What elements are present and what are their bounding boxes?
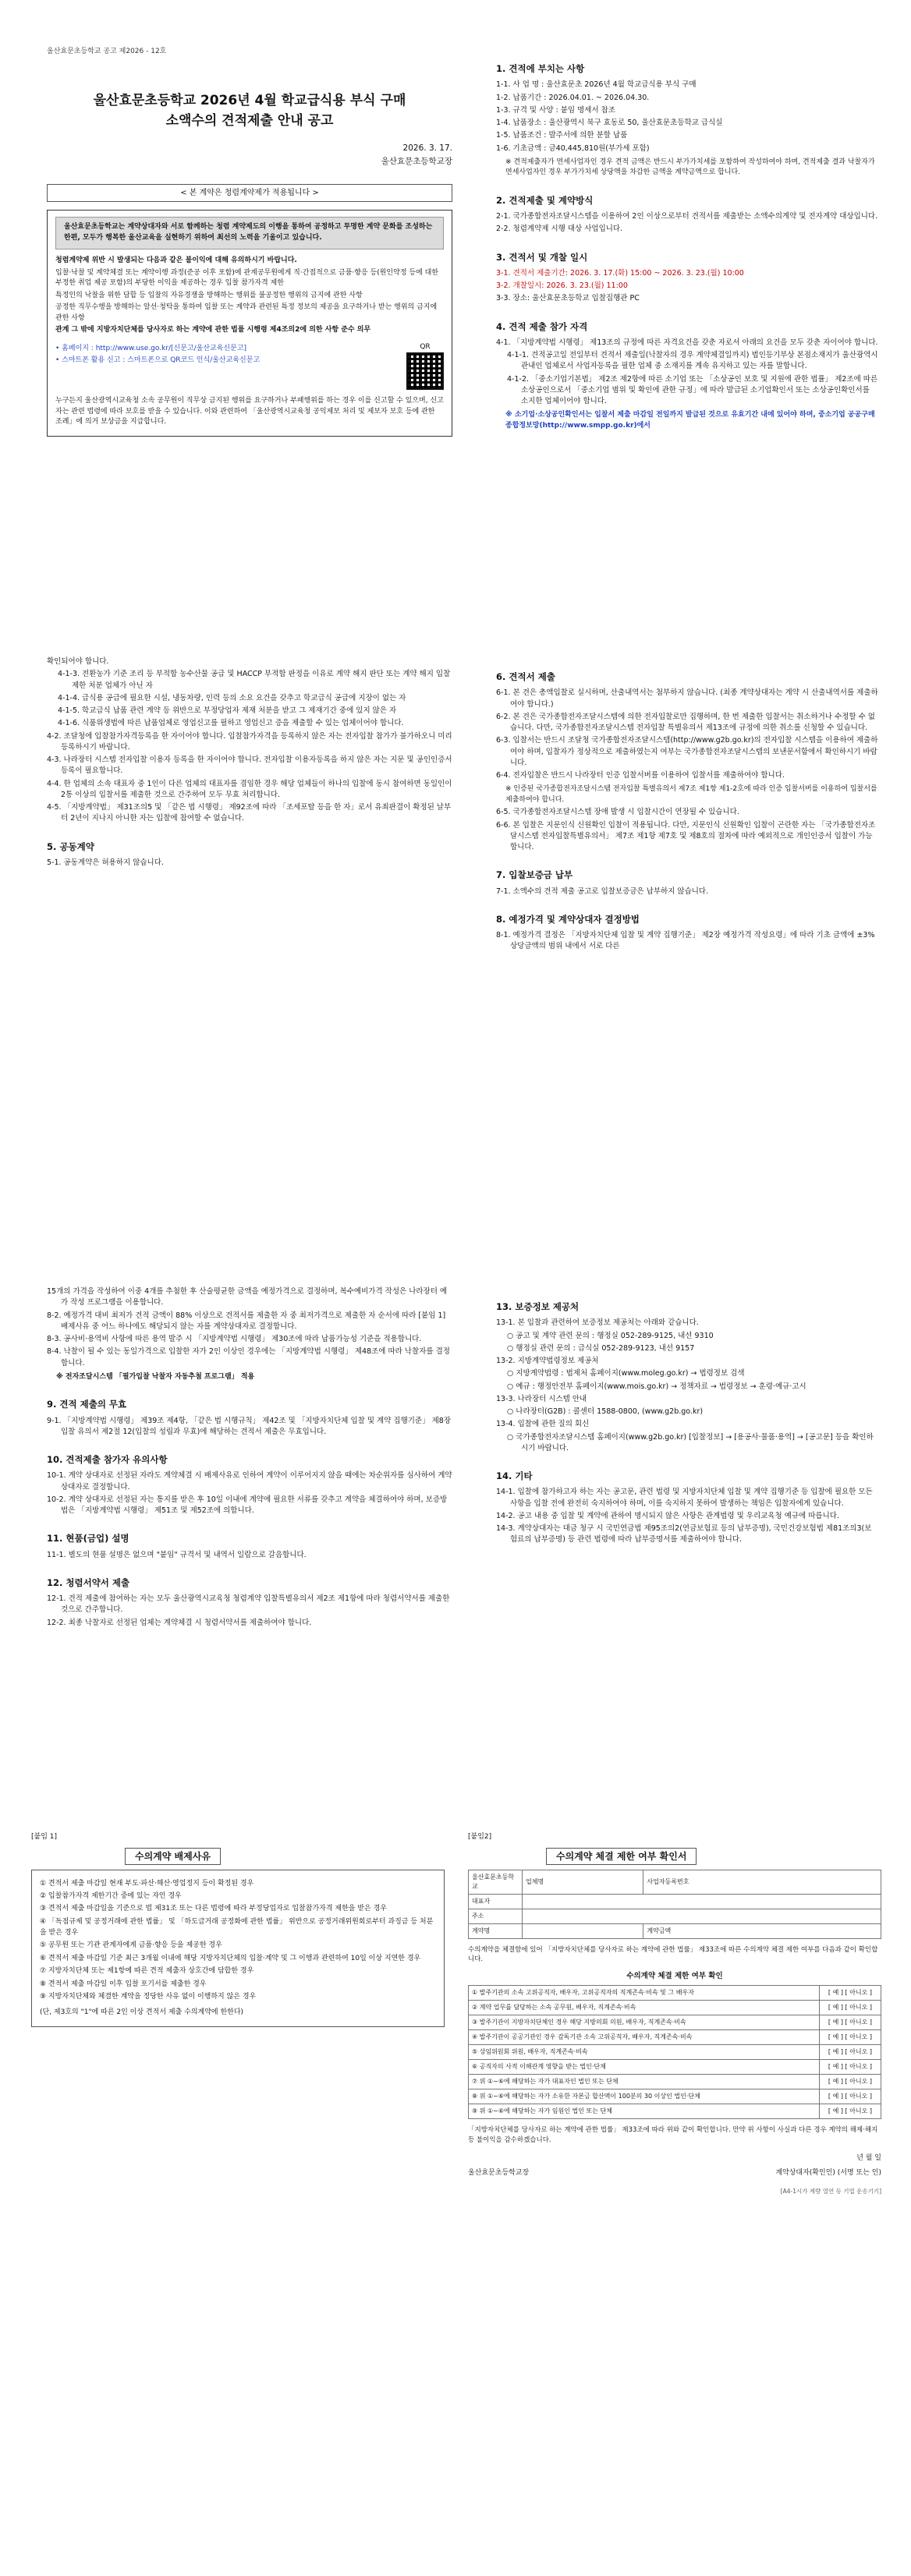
exclusion-item: ⑤ 공무원 또는 기관 관계자에게 금품·향응 등을 제공한 경우 (40, 1941, 222, 1950)
page2-text: 4-1-6. 식품위생법에 따른 납품업체로 영업신고를 필하고 영업신고 증을 제출할 수 있는 업체이어야 합니다. (58, 719, 404, 728)
section-6-item: 6-6. 본 입찰은 지문인식 신원확인 입찰이 적용됩니다. 다만, 지문인식 신원확인 입찰이 곤란한 자는 「국가종합전자조달시스템 전자입찰특별유의서」 제7조 제1항 제7호 및 제8호의 절차에 따라 예외적으로 개인인증서 입찰이 가능합니다. (496, 820, 876, 851)
company-label: 업체명 (523, 1870, 643, 1894)
representative-label: 대표자 (469, 1894, 523, 1909)
annex-2-intro: 수의계약을 체결함에 있어 「지방자치단체를 당사자로 하는 계약에 관한 법률」 제33조에 따른 수의계약 체결 제한 여부를 다음과 같이 확인합니다. (468, 1945, 878, 1964)
notice-date: 2026. 3. 17. (402, 143, 452, 153)
section-4-item: 4-1. 「지방계약법 시행령」 제13조의 규정에 따른 자격요건을 갖춘 자로서 아래의 요건을 모두 갖춘 자이어야 합니다. (496, 338, 878, 347)
page2-text: 확인되어야 합니다. (47, 657, 109, 666)
section-6-title: 6. 견적서 제출 (496, 671, 555, 682)
section-4-note: ※ 소기업·소상공인확인서는 입찰서 제출 마감일 전일까지 발급된 것으로 유효기간 내에 있어야 하며, 중소기업 공공구매 종합정보망(http://www.smpp.go.kr)에서 (505, 411, 875, 430)
page2-right-column (496, 655, 878, 954)
page3-text: 8-3. 공사비·용역비 사항에 따른 용역 발주 시 「지방계약법 시행령」 제30조에 따라 납품가능성 기준을 적용합니다. (47, 1335, 422, 1343)
page3-note: ※ 전자조달시스템 「필가입찰 낙찰자 자동추첨 프로그램」 적용 (56, 1372, 255, 1381)
restriction-row (469, 2015, 881, 2030)
section-14-title: 14. 기타 (496, 1470, 533, 1481)
section-7-item: 7-1. 소액수의 견적 제출 공고로 입찰보증금은 납부하지 않습니다. (496, 886, 709, 896)
section-3-title: 3. 견적서 및 개찰 일시 (496, 251, 588, 263)
title-line-2: 소액수의 견적제출 안내 공고 (165, 113, 334, 129)
section-14-item: 14-2. 공고 내용 중 입찰 및 계약에 관하여 명시되지 않은 사항은 관계법령 및 우리교육청 예규에 따릅니다. (496, 1511, 839, 1520)
section-3-item: 3-3. 장소: 울산효문초등학교 입찰집행관 PC (496, 294, 640, 303)
yes-no-checkbox[interactable]: [ 예 ] [ 아니오 ] (820, 2030, 881, 2045)
exclusion-item: ⑧ 견적서 제출 마감일 이후 입찰 포기서를 제출한 경우 (40, 1980, 207, 1988)
address-value[interactable] (523, 1909, 881, 1923)
sign-row (468, 2168, 881, 2179)
yes-no-checkbox[interactable]: [ 예 ] [ 아니오 ] (820, 2045, 881, 2060)
exclusion-item: ⑨ 지방자치단체와 체결한 계약을 정당한 사유 없이 이행하지 않은 경우 (40, 1993, 257, 2001)
restriction-text: ⑧ 위 ①~⑥에 해당하는 자가 소유한 자본금 합산액이 100분의 30 이상인 법인·단체 (469, 2089, 820, 2104)
integrity-item: 청렴계약제 위반 시 발생되는 다음과 같은 불이익에 대해 유의하시기 바랍니다. (55, 257, 297, 265)
section-1-item: 1-3. 규격 및 사양 : 붙임 명세서 참조 (496, 105, 615, 115)
section-2-item: 2-1. 국가종합전자조달시스템을 이용하여 2인 이상으로부터 견적서를 제출받는 소액수의계약 및 전자계약 대상입니다. (496, 212, 878, 221)
integrity-item: 입찰·낙찰 및 계약체결 또는 계약이행 과정(준공 이후 포함)에 관계공무원에게 직·간접적으로 금품·향응 등(원인약정 등에 대한 부정한 취업 제공 포함)의 부당한 이익을 제공하는 경우 입찰 참가자격 제한 (55, 268, 439, 288)
notice-issuer: 울산효문초등학교장 (381, 157, 452, 167)
restriction-row (469, 2001, 881, 2015)
page2-text: 4-3. 나라장터 시스템 전자입찰 이용자 등록을 한 자이어야 합니다. 전자입찰 이용자등록을 하지 않은 자는 지문 및 공인인증서 등록이 필요합니다. (47, 755, 452, 776)
section-9-item: 9-1. 「지방계약법 시행령」 제39조 제4항, 「같은 법 시행규칙」 제42조 및 「지방자치단체 입찰 및 계약 집행기준」 제8장 입찰 유의서 제2절 12(입찰의 성립과 무효)에 해당하는 견적서 제출은 무효입니다. (47, 1416, 452, 1436)
notice-number: 울산효문초등학교 공고 제2026 - 12호 (47, 48, 167, 55)
qr-label: QR (420, 342, 431, 351)
section-2-title: 2. 견적제출 및 계약방식 (496, 194, 594, 206)
page2-text: 4-5. 「지방계약법」 제31조의5 및 「같은 법 시행령」 제92조에 따라 「조세포탈 등을 한 자」로서 유죄판결이 확정된 날부터 2년이 지나지 아니한 자는 입찰에 참여할 수 없습니다. (47, 803, 452, 823)
exclusion-item: ① 견적서 제출 마감일 현재 부도·파산·해산·영업정지 등이 확정된 경우 (40, 1879, 254, 1888)
yes-no-checkbox[interactable]: [ 예 ] [ 아니오 ] (820, 2015, 881, 2030)
page1-right-column (496, 47, 878, 433)
section-10-item: 10-2. 계약 상대자로 선정된 자는 통지를 받은 후 10일 이내에 계약에 필요한 서류를 갖추고 계약을 체결하여야 하며, 보증방법은 「지방계약법 시행령」 제51조 및 제52조에 의합니다. (47, 1495, 448, 1515)
section-6-item: 6-1. 본 견은 총액입찰로 실시하며, 산출내역서는 첨부하지 않습니다. (최종 계약상대자는 계약 시 산출내역서를 제출하여야 합니다.) (496, 688, 878, 709)
section-13-item: 13-3. 나라장터 시스템 안내 (496, 1394, 587, 1403)
section-1-item: 1-2. 납품기간 : 2026.04.01. ~ 2026.04.30. (496, 93, 650, 102)
page3-text: 8-2. 예정가격 대비 최저가 견적 금액이 88% 이상으로 견적서를 제출한 자 중 최저가격으로 제출한 자 순서에 따라 [붙임 1] 배제사유 중 어느 하나에도 해당되지 않는 자를 계약상대자로 결정합니다. (47, 1311, 446, 1331)
exclusion-item: ④ 「독점규제 및 공정거래에 관한 법률」 및 「하도급거래 공정화에 관한 법률」 위반으로 공정거래위원회로부터 과징금 등 처분을 받은 경우 (40, 1917, 434, 1937)
yes-no-checkbox[interactable]: [ 예 ] [ 아니오 ] (820, 2089, 881, 2104)
page2-text: 4-1-4. 급식용 공급에 필요한 시설, 냉동차량, 인력 등의 소요 요건을 갖추고 학교급식 공급에 지장이 없는 자 (58, 693, 406, 702)
notice-page-1 (0, 0, 911, 632)
restriction-text: ⑨ 위 ①~⑥에 해당하는 자가 임원인 법인 또는 단체 (469, 2104, 820, 2119)
exclusion-note: (단, 제3호의 "1"에 따른 2인 이상 견적서 제출 수의계약에 한한다) (40, 2008, 244, 2017)
homepage-link[interactable]: • 홈페이지 : http://www.use.go.kr/[신문고/울산교육신문고] (55, 344, 247, 352)
restriction-row (469, 2089, 881, 2104)
qr-code-icon (406, 352, 444, 390)
section-12-title: 12. 청렴서약서 제출 (47, 1576, 130, 1588)
sign-person: 계약상대자(확인인) (775, 2169, 835, 2178)
restriction-row (469, 2075, 881, 2089)
exclusion-item: ⑥ 견적서 제출 마감일 기준 최근 3개월 이내에 해당 지방자치단체의 입찰·계약 및 그 이행과 관련하여 10일 이상 지연한 경우 (40, 1954, 421, 1962)
page2-text: 4-1-5. 학교급식 납품 관련 계약 등 위반으로 부정당업자 제재 처분을 받고 그 제재기간 중에 있지 않은 자 (58, 706, 397, 715)
section-11-item: 11-1. 별도의 현품 설명은 없으며 "붙임" 규격서 및 내역서 일람으로 갈음합니다. (47, 1550, 307, 1559)
page2-text: 4-2. 조달청에 입찰참가자격등록을 한 자이어야 합니다. 입찰참가자격을 등록하지 않은 자는 전자입찰 참가가 불가하오니 미리 등록하시기 바랍니다. (47, 731, 452, 752)
annex-2-title: 수의계약 체결 제한 여부 확인서 (546, 1848, 697, 1865)
section-13-item: 13-4. 입찰에 관한 질의 회신 (496, 1420, 590, 1429)
sign-seal[interactable]: (서명 또는 인) (837, 2169, 881, 2178)
notice-title (47, 90, 452, 132)
integrity-item: 공정한 직무수행을 방해하는 알선·청탁을 통하여 입찰 또는 계약과 관련된 특정 정보의 제공을 요구하거나 받는 행위의 금지에 관한 사항 (55, 303, 438, 322)
page3-right-column (496, 1285, 878, 1548)
section-5-item: 5-1. 공동계약은 허용하지 않습니다. (47, 858, 164, 867)
section-1-item: 1-1. 사 업 명 : 울산효문초 2026년 4월 학교급식용 부식 구매 (496, 80, 697, 90)
section-1-item: 1-6. 기초금액 : 금40,445,810원(부가세 포함) (496, 143, 650, 153)
restriction-text: ① 발주기관의 소속 고위공직자, 배우자, 고위공직자의 직계존속·비속 및 그 배우자 (469, 1986, 820, 2001)
section-3-item: 3-2. 개찰일시: 2026. 3. 23.(월) 11:00 (496, 281, 628, 290)
section-8-item: 8-1. 예정가격 결정은 「지방자치단체 입찰 및 계약 집행기준」 제2장 예정가격 작성요령」에 따라 기초 금액에 ±3% 상당금액의 범위 내에서 서로 다른 (496, 931, 875, 951)
page3-text: 15개의 가격을 작성하여 이중 4개를 추첨한 후 산술평균한 금액을 예정가격으로 결정하며, 복수예비가격 작성은 나라장터 예가 작성 프로그램을 이용합니다. (47, 1287, 448, 1307)
integrity-item: 특정인의 낙찰을 위한 담합 등 입찰의 자유경쟁을 방해하는 행위를 불공정한 행위의 금지에 관한 사항 (55, 291, 363, 299)
paper-spec: [A4-1시가 계량 열연 등 기업 운송기기] (780, 2187, 881, 2195)
contractor-info-table (468, 1870, 881, 1939)
restriction-row (469, 2045, 881, 2060)
section-1-note: ※ 견적제출자가 면세사업자인 경우 견적 금액은 반드시 부가가치세를 포함하여 작성하여야 하며, 견적제출 결과 낙찰자가 면세사업자인 경우 부가가치세 상당액을 차감한 금액을 계약금액으로 합니다. (505, 157, 875, 177)
section-13-item: 13-1. 본 입찰과 관련하여 보증정보 제공처는 아래와 같습니다. (496, 1318, 699, 1328)
title-line-1: 울산효문초등학교 2026년 4월 학교급식용 부식 구매 (93, 93, 406, 108)
report-row (55, 342, 444, 391)
annex-1 (31, 1832, 445, 2027)
section-4-title: 4. 견적 제출 참가 자격 (496, 320, 588, 332)
section-13-item: ○ 국가종합전자조달시스템 홈페이지(www.g2b.go.kr) [입찰정보] → [용공사·물품·용역] → [공고문] 등을 확인하시기 바랍니다. (507, 1432, 874, 1453)
page3-text: 8-4. 낙찰이 될 수 있는 동일가격으로 입찰한 자가 2인 이상인 경우에는 「지방계약법 시행령」 제48조에 따라 낙찰자를 결정합니다. (47, 1347, 450, 1368)
sign-date: 년 월 일 (856, 2153, 881, 2162)
section-13-item: ○ 지방계약법령 : 법제처 홈페이지(www.moleg.go.kr) → 법령정보 검색 (507, 1369, 745, 1378)
section-4-item: 4-1-2. 「중소기업기본법」 제2조 제2항에 따른 소기업 또는 「소상공인 보호 및 지원에 관한 법률」 제2조에 따른 소상공인으로서 「중소기업 범위 및 확인에 관한 규정」에 따라 발급된 소기업확인서 또는 소상공인확인서를 소지한 업체이어야 합니다. (507, 374, 878, 405)
section-6-item: 6-5. 국가종합전자조달시스템 장애 발생 시 입찰시간이 연장될 수 있습니다. (496, 808, 739, 817)
restriction-text: ④ 발주기관이 공공기관인 경우 감독기관 소속 고위공직자, 배우자, 직계존속·비속 (469, 2030, 820, 2045)
integrity-intro: 울산효문초등학교는 계약상대자와 서로 함께하는 청렴 계약제도의 이행을 통하여 공정하고 투명한 계약 문화를 조성하는 한편, 모두가 행복한 울산교육을 실현하기 위하여 최선의 노력을 기울이고 있습니다. (55, 217, 444, 249)
restriction-text: ③ 발주기관이 지방자치단체인 경우 해당 지방의회 의원, 배우자, 직계존속·비속 (469, 2015, 820, 2030)
exclusion-item: ⑦ 지방자치단체 또는 제1항에 따른 견적 제출자 상호간에 담합한 경우 (40, 1967, 254, 1976)
section-10-title: 10. 견적제출 참가자 유의사항 (47, 1454, 168, 1465)
sign-org: 울산효문초등학교장 (468, 2169, 530, 2178)
yes-no-checkbox[interactable]: [ 예 ] [ 아니오 ] (820, 2104, 881, 2119)
restriction-row (469, 1986, 881, 2001)
section-4-item: 4-1-1. 견적공고일 전일부터 견적서 제출일(낙찰자의 경우 계약체결일까지) 법인등기부상 본점소재지가 울산광역시 관내인 업체로서 사업자등록을 필한 업체 중 소재지를 계속 유지하고 있는 자를 말합니다. (507, 351, 878, 371)
yes-no-checkbox[interactable]: [ 예 ] [ 아니오 ] (820, 2075, 881, 2089)
section-14-item: 14-1. 입찰에 참가하고자 하는 자는 공고문, 관련 법령 및 지방자치단체 입찰 및 계약 집행기준 등 입찰에 필요한 모든 사항을 입찰 전에 완전히 숙지하여야 하며, 이를 숙지하지 못하여 발생하는 책임은 입찰자에게 있습니다. (496, 1488, 873, 1508)
page2-left-column (47, 655, 452, 870)
page3-left-column (47, 1285, 452, 1630)
section-3-item: 3-1. 견적서 제출기간: 2026. 3. 17.(화) 15:00 ~ 2026. 3. 23.(월) 10:00 (496, 268, 744, 278)
representative-value[interactable] (523, 1894, 881, 1909)
section-9-title: 9. 견적 제출의 무효 (47, 1399, 127, 1410)
annex-page (0, 1817, 911, 2576)
section-13-title: 13. 보증정보 제공처 (496, 1301, 580, 1312)
restriction-row (469, 2104, 881, 2119)
smartphone-report: • 스마트폰 활용 신고 : 스마트폰으로 QR코드 인식/울산교육신문고 (55, 356, 261, 365)
integrity-item: 관계 그 밖에 지방자치단체를 당사자로 하는 계약에 관한 법률 시행령 제4조의2에 의한 사항 준수 의무 (55, 326, 371, 334)
section-12-item: 12-1. 견적 제출에 참여하는 자는 모두 울산광역시교육청 청렴계약 입찰특별유의서 제2조 제1항에 따라 청렴서약서를 제출한 것으로 간주합니다. (47, 1594, 450, 1615)
section-1-item: 1-4. 납품장소 : 울산광역시 북구 효동로 50, 울산효문초등학교 급식실 (496, 119, 723, 127)
integrity-box (47, 210, 452, 436)
section-6-note: ※ 인증된 국가종합전자조달시스템 전자입찰 특별유의서 제7조 제1항 제1-2호에 따라 인증 입찰서버를 이용하여 입찰서를 제출하여야 합니다. (505, 785, 877, 804)
section-7-title: 7. 입찰보증금 납부 (496, 869, 573, 881)
page2-text: 4-4. 한 업체의 소속 대표자 중 1인이 다른 업체의 대표자를 겸임한 경우 해당 업체들이 하나의 입찰에 동시 참여하면 동일인이 2통 이상의 입찰서를 제출한 것으로 간주하여 모두 무효 처리합니다. (47, 779, 452, 799)
annex-2-footer: 「지방자치단체를 당사자로 하는 계약에 관한 법률」 제33조에 따라 위와 같이 확인합니다. 만약 위 사항이 사실과 다른 경우 계약의 해제·해지 등 불이익을 감수하겠습니다. (468, 2126, 878, 2144)
restriction-text: ⑤ 상임위원회 위원, 배우자, 직계존속·비속 (469, 2045, 820, 2060)
section-12-item: 12-2. 최종 낙찰자로 선정된 업체는 계약체결 시 청렴서약서를 제출하여야 합니다. (47, 1618, 312, 1627)
exclusion-item: ③ 견적서 제출 마감일을 기준으로 법 제31조 또는 다른 법령에 따라 부정당업자로 입찰참가자격 제한을 받은 경우 (40, 1905, 387, 1913)
section-14-item: 14-3. 계약상대자는 대금 청구 시 국민연금법 제95조의2(연금보험료 등의 납부증명), 국민건강보험법 제81조의3(보험료의 납부증명) 등 관련 법령에 따라 납부증명서를 제출하여야 합니다. (496, 1524, 872, 1545)
section-6-item: 6-4. 전자입찰은 반드시 나라장터 인증 입찰서버를 이용하여 입찰서를 제출하여야 합니다. (496, 771, 785, 780)
integrity-program-banner: < 본 계약은 청렴계약제가 적용됩니다 > (47, 184, 452, 202)
org-label: 울산효문초등학교 (469, 1870, 523, 1894)
notice-page-3 (0, 1269, 911, 1784)
exclusion-item: ② 입찰참가자격 제한기간 중에 있는 자인 경우 (40, 1891, 182, 1900)
annex-2-tag: [붙임2] (468, 1833, 492, 1841)
section-1-title: 1. 견적에 부치는 사항 (496, 63, 585, 74)
yes-no-checkbox[interactable]: [ 예 ] [ 아니오 ] (820, 1986, 881, 2001)
restriction-text: ⑦ 위 ①~⑥에 해당하는 자가 대표자인 법인 또는 단체 (469, 2075, 820, 2089)
restriction-row (469, 2060, 881, 2075)
section-13-item: 13-2. 지방계약법령정보 제공처 (496, 1357, 599, 1365)
section-13-item: ○ 공고 및 계약 관련 문의 : 행정실 052-289-9125, 내선 9310 (507, 1331, 714, 1340)
yes-no-checkbox[interactable]: [ 예 ] [ 아니오 ] (820, 2060, 881, 2075)
whistleblower-note: 누구든지 울산광역시교육청 소속 공무원이 직무상 금지된 행위를 요구하거나 부패행위를 하는 경우 이를 신고할 수 있으며, 신고자는 관련 법령에 따라 보호를 받을 수 있습니다. 이와 관련하여 「울산광역시교육청 공익제보 처리 및 제보자 보호 등에 관한 조례」에 의거 보상금을 지급합니다. (55, 397, 444, 426)
address-label: 주소 (469, 1909, 523, 1923)
contract-name-label: 계약명 (469, 1923, 523, 1938)
section-6-item: 6-2. 본 견은 국가종합전자조달시스템에 의한 전자입찰로만 집행하며, 한 번 제출한 입찰서는 취소하거나 수정할 수 없습니다. 다만, 국가종합전자조달시스템 전자입찰 특별유의서 제13조에 규정에 의한 취소를 신청할 수 있습니다. (496, 712, 875, 732)
section-13-item: ○ 행정실 관련 문의 : 급식실 052-289-9123, 내선 9157 (507, 1343, 695, 1353)
notice-page-2 (0, 639, 911, 1263)
contract-name-value[interactable] (523, 1923, 643, 1938)
annex-1-box (31, 1870, 445, 2027)
yes-no-checkbox[interactable]: [ 예 ] [ 아니오 ] (820, 2001, 881, 2015)
restriction-table (468, 1985, 881, 2119)
contract-amount-label: 계약금액 (643, 1923, 881, 1938)
section-5-title: 5. 공동계약 (47, 840, 94, 852)
company-no-label: 사업자등록번호 (643, 1870, 881, 1894)
section-6-item: 6-3. 입찰서는 반드시 조달청 국가종합전자조달시스템(http://www.g2b.go.kr)의 전자입찰 시스템을 이용하여 제출하여야 하며, 입찰자가 정상적으로 제출하였는지 여부는 국가종합전자조달시스템의 보낸문서함에서 확인하시기 바랍니다. (496, 736, 878, 767)
section-1-item: 1-5. 납품조건 : 발주서에 의한 분할 납품 (496, 131, 628, 140)
page1-left-column (47, 59, 452, 437)
restriction-row (469, 2030, 881, 2045)
section-10-item: 10-1. 계약 상대자로 선정된 자라도 계약체결 시 배제사유로 인하여 계약이 이루어지지 않을 때에는 차순위자를 심사하여 계약상대자로 결정합니다. (47, 1471, 452, 1491)
section-8-title: 8. 예정가격 및 계약상대자 결정방법 (496, 913, 640, 925)
restriction-table-title: 수의계약 체결 제한 여부 확인 (626, 1972, 723, 1980)
annex-1-tag: [붙임 1] (31, 1833, 57, 1841)
restriction-text: ⑥ 공직자의 사적 이해관계 영향을 받는 법인·단체 (469, 2060, 820, 2075)
section-2-item: 2-2. 청렴계약제 시행 대상 사업입니다. (496, 225, 623, 234)
restriction-text: ② 계약 업무를 담당하는 소속 공무원, 배우자, 직계존속·비속 (469, 2001, 820, 2015)
page2-text: 4-1-3. 전환농가 기준 조리 등 부적합 농수산물 공급 및 HACCP 부적합 판정을 이유로 계약 해지 판단 또는 계약 해지 입찰 제한 처분 업체가 아닌 자 (58, 670, 451, 690)
annex-1-title: 수의계약 배제사유 (125, 1848, 221, 1865)
section-13-item: ○ 나라장터(G2B) : 콜센터 1588-0800, (www.g2b.go.kr) (507, 1407, 704, 1416)
section-13-item: ○ 예규 : 행정안전부 홈페이지(www.mois.go.kr) → 정책자료 → 법령정보 → 훈령·예규·고시 (507, 1382, 806, 1391)
annex-2 (468, 1832, 881, 2196)
section-11-title: 11. 현품(금업) 설명 (47, 1533, 129, 1545)
